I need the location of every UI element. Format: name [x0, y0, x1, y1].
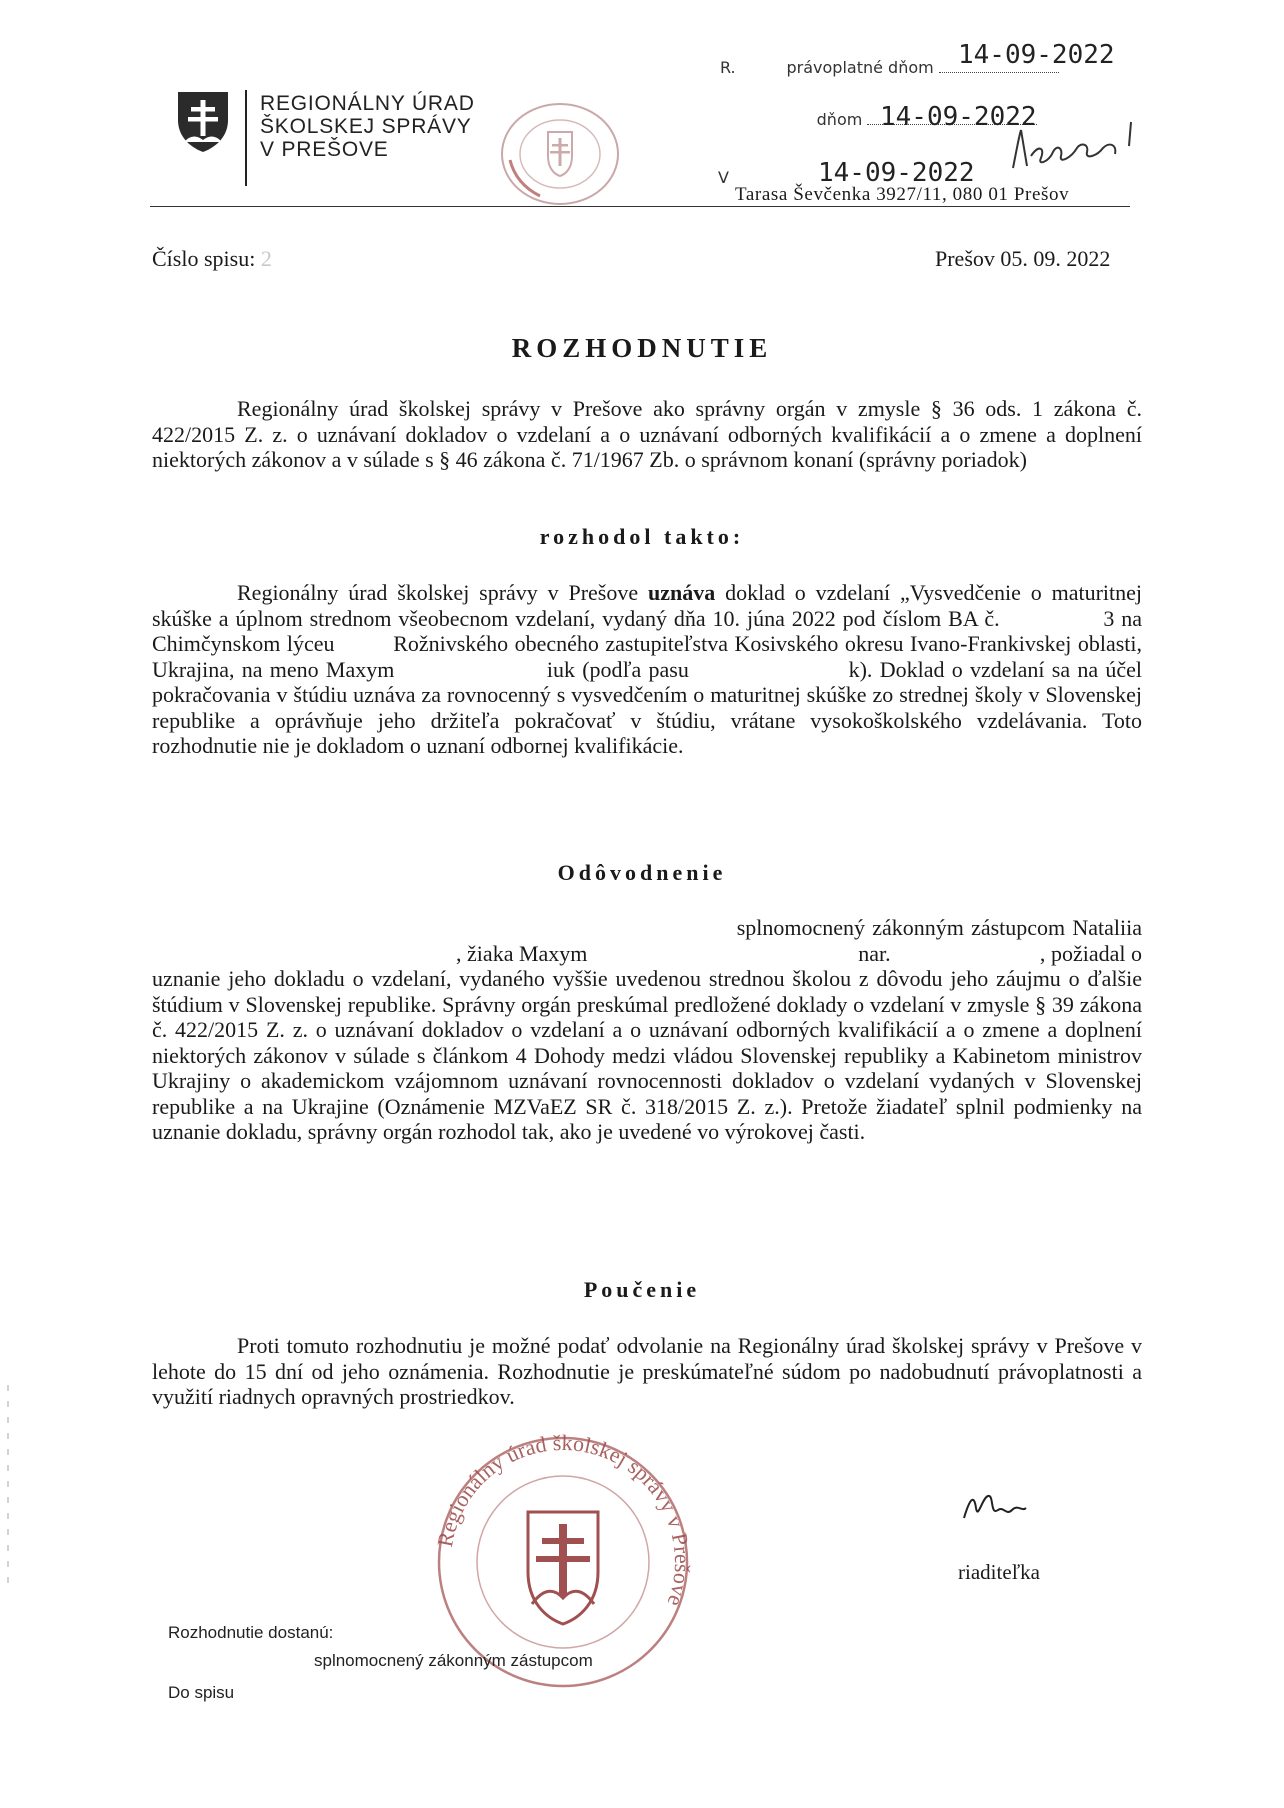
- document-title: ROZHODNUTIE: [511, 333, 773, 363]
- small-round-stamp: [480, 98, 640, 210]
- reasoning-heading: Odôvodnenie: [557, 860, 727, 885]
- receipt-line-2: dňom: [720, 110, 1037, 129]
- decided-heading: rozhodol takto:: [539, 524, 745, 549]
- director-title: riaditeľka: [958, 1560, 1040, 1584]
- slovak-coat-of-arms-icon: [176, 90, 230, 154]
- receipt-date-2: 14-09-2022: [880, 102, 1037, 132]
- signature: [960, 1488, 1030, 1528]
- decision-paragraph: Regionálny úrad školskej správy v Prešove uznáva doklad o vzdelaní „Vysvedčenie o maturitnej skúške a úplnom strednom všeobecnom vzdelaní, vydaný dňa 10. júna 2022 pod číslom BA č. 3 na Chimčynskom lýceu Rožnivského obecného zastupiteľstva Kosivského okresu Ivano-Frankivskej oblasti, Ukrajina, na meno Maxym iuk (podľa pasu k). Doklad o vzdelaní sa na účel pokračovania v štúdiu uznáva za rovnocenný s vysvedčením o maturitnej skúške zo strednej školy v Slovenskej republike a oprávňuje jeho držiteľa pokračovať v štúdiu, vrátane vysokoškolského vzdelávania. Toto rozhodnutie nie je dokladom o uznaní odbornej kvalifikácie.: [152, 580, 1143, 758]
- receipt-date-3: 14-09-2022: [818, 158, 975, 188]
- file-number: Číslo spisu: 2: [152, 246, 272, 271]
- intro-paragraph: Regionálny úrad školskej správy v Prešove ako správny orgán v zmysle § 36 ods. 1 zákona č. 422/2015 Z. z. o uznávaní dokladov o vzdelaní a o uznávaní odborných kvalifikácií a o zmene a doplnení niektorých zákonov a v súlade s § 46 zákona č. 71/1967 Zb. o správnom konaní (správny poriadok): [152, 396, 1142, 472]
- letterhead-rule: [150, 206, 1130, 207]
- document-date: Prešov 05. 09. 2022: [935, 246, 1111, 271]
- office-address: Tarasa Ševčenka 3927/11, 080 01 Prešov: [735, 184, 1070, 205]
- handwritten-initials: [1005, 118, 1140, 178]
- instruction-heading: Poučenie: [583, 1277, 701, 1302]
- stamp-text: Regionálny úrad školskej správy v Prešove: [432, 1432, 696, 1610]
- reasoning-paragraph: splnomocnený zákonným zástupcom Nataliia , žiaka Maxym nar. , požiadal o uznanie jeho dokladu o vzdelaní, vydaného vyššie uvedenou strednou školou z dôvodu jeho záujmu o ďalšie štúdium v Slovenskej republike. Správny orgán preskúmal predložené doklady o vzdelaní v zmysle § 39 zákona č. 422/2015 Z. z. o uznávaní dokladov o vzdelaní a o uznávaní odborných kvalifikácií a o zmene a doplnení niektorých zákonov v súlade s článkom 4 Dohody medzi vládou Slovenskej republiky a Kabinetom ministrov Ukrajiny o akademickom vzájomnom uznávaní rovnocennosti dokladov o vzdelaní vydaných v Slovenskej republike a na Ukrajine (Oznámenie MZVaEZ SR č. 318/2015 Z. z.). Pretože žiadateľ splnil podmienky na uznanie dokladu, správny orgán rozhodol tak, ako je uvedené vo výrokovej časti.: [152, 915, 1143, 1144]
- receipt-line-3: V: [718, 168, 729, 187]
- recipient-2: Do spisu: [168, 1683, 235, 1702]
- recipient-1: splnomocnený zákonným zástupcom: [314, 1651, 593, 1670]
- recipients-label: Rozhodnutie dostanú:: [168, 1623, 334, 1642]
- receipt-line-1: R. právoplatné dňom: [720, 58, 1059, 77]
- instruction-paragraph: Proti tomuto rozhodnutiu je možné podať odvolanie na Regionálny úrad školskej správy v Prešove v lehote do 15 dní od jeho oznámenia. Rozhodnutie je preskúmateľné súdom po nadobudnutí právoplatnosti a využití riadnych opravných prostriedkov.: [152, 1333, 1142, 1409]
- receipt-date-1: 14-09-2022: [958, 40, 1115, 70]
- scan-margin-marks: [6, 1385, 10, 1585]
- letterhead-divider: [245, 90, 247, 186]
- office-name: REGIONÁLNY ÚRAD ŠKOLSKEJ SPRÁVY V PREŠOVE: [260, 92, 475, 161]
